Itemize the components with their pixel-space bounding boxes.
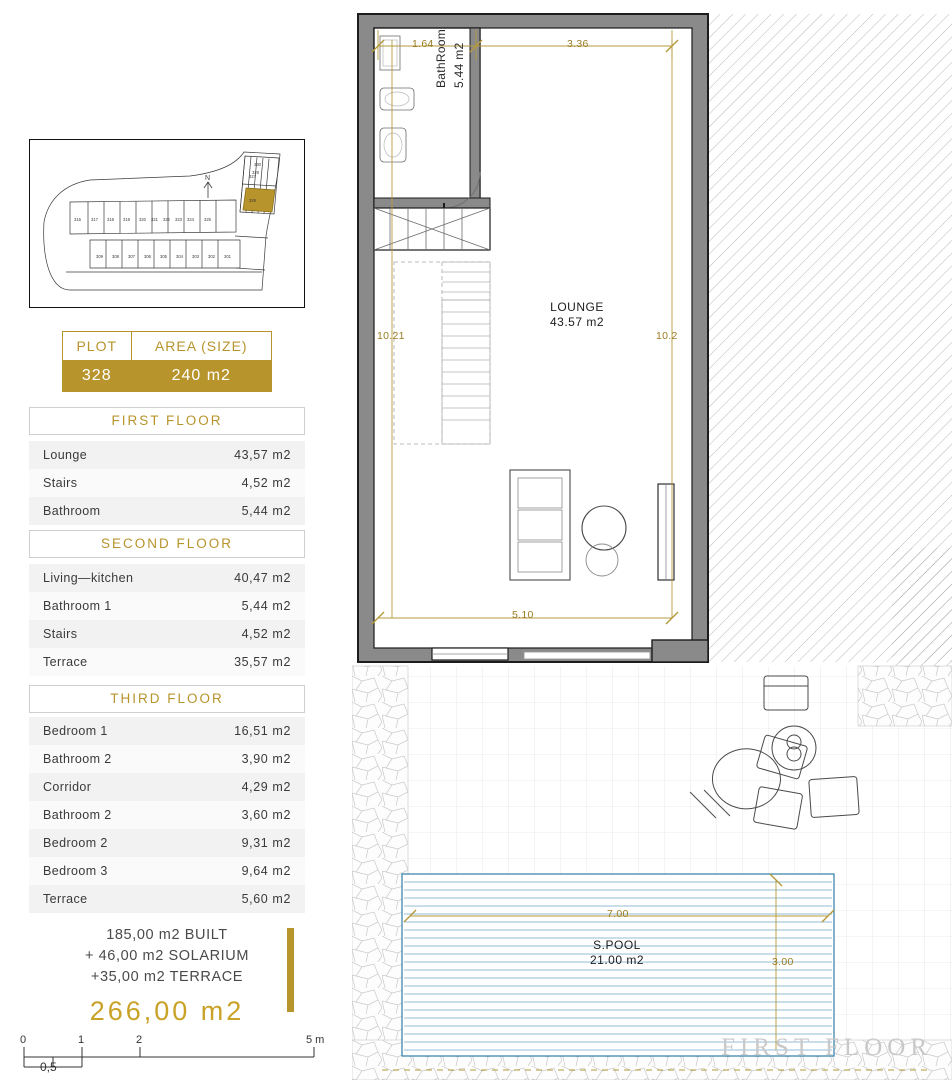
row-value: 4,52 m2 (241, 476, 291, 490)
svg-text:321: 321 (151, 217, 158, 222)
total-terrace: +35,00 m2 TERRACE (90, 969, 244, 985)
svg-text:318: 318 (107, 217, 114, 222)
svg-text:307: 307 (128, 254, 135, 259)
row-label: Bedroom 3 (43, 864, 108, 878)
table-row (29, 829, 305, 857)
room-pool-area: 21.00 m2 (589, 953, 645, 967)
row-value: 4,52 m2 (241, 627, 291, 641)
svg-text:317: 317 (91, 217, 98, 222)
dim-pool-width: 7.00 (607, 908, 629, 920)
svg-text:329: 329 (252, 170, 259, 175)
row-value: 5,44 m2 (241, 504, 291, 518)
row-label: Bedroom 2 (43, 836, 108, 850)
svg-text:303: 303 (192, 254, 199, 259)
row-label: Stairs (43, 627, 78, 641)
plot-area-value: 240 m2 (131, 361, 272, 392)
dim-top-right: 3.36 (567, 38, 589, 50)
plot-summary-table (62, 331, 272, 395)
svg-text:328: 328 (249, 198, 256, 203)
svg-text:309: 309 (96, 254, 103, 259)
row-value: 9,31 m2 (241, 836, 291, 850)
table-row (29, 717, 305, 745)
svg-text:323: 323 (175, 217, 182, 222)
plot-location-map (29, 139, 305, 308)
row-label: Bathroom (43, 504, 101, 518)
first-floor-rows (29, 441, 305, 525)
row-value: 9,64 m2 (241, 864, 291, 878)
highlighted-plot-shape (243, 188, 275, 212)
room-lounge (492, 300, 662, 330)
table-row (29, 648, 305, 676)
scale-tick-2: 2 (136, 1034, 143, 1046)
row-label: Stairs (43, 476, 78, 490)
total-solarium: + 46,00 m2 SOLARIUM (84, 948, 250, 964)
table-row (29, 857, 305, 885)
third-floor-title: THIRD FLOOR (29, 685, 305, 713)
dim-left-height: 10.21 (377, 330, 405, 342)
second-floor-rows (29, 564, 305, 676)
scale-tick-1: 1 (78, 1034, 85, 1046)
svg-text:324: 324 (187, 217, 194, 222)
row-label: Bathroom 1 (43, 599, 112, 613)
total-grand: 266,00 m2 (89, 996, 245, 1026)
svg-text:302: 302 (208, 254, 215, 259)
total-built: 185,00 m2 BUILT (106, 927, 228, 943)
totals-block (29, 925, 305, 1027)
svg-text:330: 330 (254, 162, 261, 167)
table-row (29, 801, 305, 829)
row-value: 16,51 m2 (234, 724, 291, 738)
totals-accent-bar (287, 928, 294, 1012)
scale-tick-5: 5 m (306, 1034, 325, 1046)
table-row (29, 564, 305, 592)
room-bathroom-name: BathRoom (434, 28, 448, 88)
room-pool (537, 938, 697, 968)
table-row (29, 745, 305, 773)
room-lounge-name: LOUNGE (550, 300, 604, 314)
scale-sub: 0,5 (40, 1060, 57, 1073)
svg-text:327: 327 (249, 174, 256, 179)
dim-right-height: 10.2 (656, 330, 678, 342)
row-label: Lounge (43, 448, 88, 462)
row-value: 5,44 m2 (241, 599, 291, 613)
plan-title-watermark: FIRST FLOOR (721, 1034, 932, 1061)
svg-text:301: 301 (224, 254, 231, 259)
area-col-header: AREA (SIZE) (131, 332, 272, 361)
room-bathroom (434, 29, 448, 88)
row-label: Terrace (43, 892, 88, 906)
row-label: Corridor (43, 780, 92, 794)
dim-top-left: 1.64 (412, 38, 434, 50)
table-row (29, 592, 305, 620)
table-row (29, 773, 305, 801)
room-lounge-area: 43.57 m2 (549, 315, 605, 329)
plot-col-header: PLOT (63, 332, 132, 361)
dim-pool-height: 3.00 (772, 956, 794, 968)
svg-text:N: N (205, 175, 211, 182)
first-floor-title: FIRST FLOOR (29, 407, 305, 435)
room-pool-name: S.POOL (593, 938, 641, 952)
table-row (29, 469, 305, 497)
scale-bar (14, 1027, 344, 1073)
row-label: Living—kitchen (43, 571, 134, 585)
dim-bottom-width: 5.10 (512, 609, 534, 621)
row-label: Bedroom 1 (43, 724, 108, 738)
room-bathroom-area-wrap (452, 43, 466, 88)
svg-text:316: 316 (74, 217, 81, 222)
svg-text:308: 308 (112, 254, 119, 259)
table-row (29, 441, 305, 469)
row-value: 43,57 m2 (234, 448, 291, 462)
svg-text:325: 325 (204, 217, 211, 222)
row-label: Terrace (43, 655, 88, 669)
row-value: 40,47 m2 (234, 571, 291, 585)
svg-text:304: 304 (176, 254, 183, 259)
floor-plan-drawing (352, 0, 952, 1080)
row-value: 3,90 m2 (241, 752, 291, 766)
info-panel (0, 0, 352, 1080)
table-row (29, 620, 305, 648)
row-label: Bathroom 2 (43, 752, 112, 766)
room-bathroom-area: 5.44 m2 (452, 42, 466, 88)
svg-text:305: 305 (160, 254, 167, 259)
second-floor-title: SECOND FLOOR (29, 530, 305, 558)
plot-number-value: 328 (63, 361, 132, 392)
svg-text:319: 319 (123, 217, 130, 222)
row-value: 5,60 m2 (241, 892, 291, 906)
row-label: Bathroom 2 (43, 808, 112, 822)
svg-text:320: 320 (139, 217, 146, 222)
scale-tick-0: 0 (20, 1034, 27, 1046)
row-value: 4,29 m2 (241, 780, 291, 794)
svg-text:322: 322 (163, 217, 170, 222)
third-floor-rows (29, 717, 305, 913)
table-row (29, 497, 305, 525)
svg-text:306: 306 (144, 254, 151, 259)
table-row (29, 885, 305, 913)
row-value: 3,60 m2 (241, 808, 291, 822)
row-value: 35,57 m2 (234, 655, 291, 669)
